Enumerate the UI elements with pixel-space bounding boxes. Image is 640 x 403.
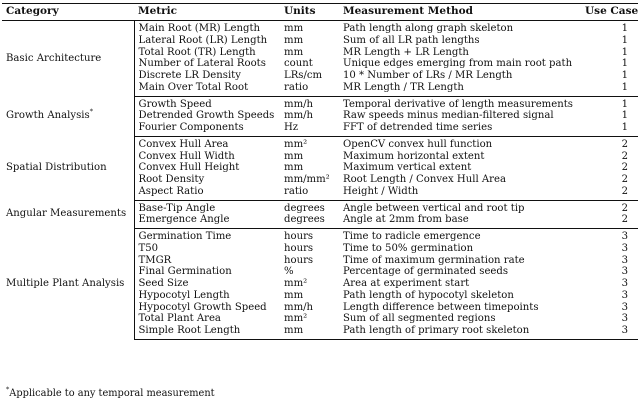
units-cell: mm² xyxy=(284,278,308,289)
use-case-cell: 3 xyxy=(621,313,628,325)
units-cell: mm xyxy=(284,34,304,46)
category-label: Spatial Distribution xyxy=(6,162,107,174)
footnote-marker: * xyxy=(89,107,93,116)
units-cell: mm xyxy=(284,162,304,174)
units-cell: count xyxy=(284,58,313,70)
metric-cell: Hypocotyl Growth Speed xyxy=(138,301,267,313)
table-row xyxy=(2,200,638,214)
metric-cell: Convex Hull Area xyxy=(138,138,229,150)
units-cell: ratio xyxy=(280,186,339,200)
method-cell: Maximum horizontal extent xyxy=(343,150,485,162)
table-body xyxy=(2,21,638,340)
header-category: Category xyxy=(2,4,134,21)
metric-cell: Detrended Growth Speeds xyxy=(138,110,275,122)
use-case-cell: 3 xyxy=(621,242,628,254)
method-cell: MR Length / TR Length xyxy=(339,82,581,96)
method-cell: Root Length / Convex Hull Area xyxy=(343,174,506,185)
units-cell: mm/h xyxy=(284,301,314,313)
use-case-cell: 2 xyxy=(621,174,628,185)
header-units: Units xyxy=(280,4,339,21)
footnote-marker: * xyxy=(6,385,10,394)
method-cell: Maximum vertical extent xyxy=(343,162,472,174)
metric-cell: T50 xyxy=(138,242,159,254)
units-cell: mm/h xyxy=(284,98,314,110)
method-cell: OpenCV convex hull function xyxy=(343,138,493,150)
use-case-cell: 3 xyxy=(621,301,628,313)
metric-cell: Hypocotyl Length xyxy=(138,289,230,301)
metric-cell: Germination Time xyxy=(138,231,232,242)
use-case-cell: 3 xyxy=(621,278,628,289)
metric-cell: Simple Root Length xyxy=(134,325,280,339)
units-cell: hours xyxy=(284,231,314,242)
method-cell: Time to radicle emergence xyxy=(343,231,481,242)
metric-cell: Growth Speed xyxy=(138,98,212,110)
metric-cell: Lateral Root (LR) Length xyxy=(138,34,268,46)
footnote-text: Applicable to any temporal measurement xyxy=(9,388,215,399)
header-use-case: Use Case xyxy=(581,4,638,21)
use-case-cell: 3 xyxy=(581,325,638,339)
category-label: Basic Architecture xyxy=(6,52,102,64)
units-cell: LRs/cm xyxy=(284,70,323,81)
metric-cell: Total Plant Area xyxy=(138,313,221,325)
method-cell: Angle at 2mm from base xyxy=(339,214,581,228)
method-cell: Temporal derivative of length measurements xyxy=(343,98,573,110)
metric-cell: Fourier Components xyxy=(134,122,280,136)
metric-cell: Convex Hull Width xyxy=(138,150,235,162)
use-case-cell: 2 xyxy=(581,214,638,228)
method-cell: Area at experiment start xyxy=(343,278,470,289)
category-cell xyxy=(2,96,134,136)
use-case-cell: 3 xyxy=(621,266,628,278)
category-cell xyxy=(2,229,134,340)
units-cell: mm xyxy=(284,289,304,301)
footnote xyxy=(6,385,215,400)
use-case-cell: 2 xyxy=(621,202,628,214)
use-case-cell: 1 xyxy=(621,98,628,110)
method-cell: Time of maximum germination rate xyxy=(343,254,525,266)
metric-cell: Total Root (TR) Length xyxy=(138,46,256,58)
metric-cell: Number of Lateral Roots xyxy=(138,58,266,70)
header-metric: Metric xyxy=(134,4,280,21)
metric-cell: Root Density xyxy=(138,174,205,185)
header-method: Measurement Method xyxy=(339,4,581,21)
units-cell: Hz xyxy=(280,122,339,136)
method-cell: FFT of detrended time series xyxy=(339,122,581,136)
table-row xyxy=(2,229,638,243)
method-cell: Sum of all LR path lengths xyxy=(343,34,480,46)
method-cell: Angle between vertical and root tip xyxy=(343,202,525,214)
method-cell: Height / Width xyxy=(339,186,581,200)
method-cell: Path length of primary root skeleton xyxy=(339,325,581,339)
units-cell: mm/h xyxy=(284,110,314,122)
use-case-cell: 3 xyxy=(621,254,628,266)
metrics-table xyxy=(2,3,638,340)
units-cell: mm² xyxy=(284,313,308,325)
units-cell: mm xyxy=(284,23,304,34)
use-case-cell: 3 xyxy=(621,289,628,301)
metric-cell: Discrete LR Density xyxy=(138,70,241,81)
units-cell: mm² xyxy=(284,138,308,150)
metric-cell: Seed Size xyxy=(138,278,189,289)
units-cell: ratio xyxy=(280,82,339,96)
method-cell: Path length along graph skeleton xyxy=(343,23,514,34)
use-case-cell: 1 xyxy=(621,23,628,34)
units-cell: mm/mm² xyxy=(284,174,330,185)
metric-cell: Convex Hull Height xyxy=(138,162,240,174)
category-label: Multiple Plant Analysis xyxy=(6,278,125,289)
metric-cell: TMGR xyxy=(138,254,172,266)
method-cell: Path length of hypocotyl skeleton xyxy=(343,289,514,301)
table-row xyxy=(2,96,638,110)
use-case-cell: 2 xyxy=(621,138,628,150)
category-label: Growth Analysis xyxy=(6,110,90,122)
table-row xyxy=(2,136,638,150)
units-cell: degrees xyxy=(284,202,325,214)
method-cell: MR Length + LR Length xyxy=(343,46,469,58)
units-cell: hours xyxy=(284,254,314,266)
units-cell: hours xyxy=(284,242,314,254)
units-cell: mm xyxy=(284,46,304,58)
method-cell: Unique edges emerging from main root path xyxy=(343,58,573,70)
metric-cell: Base-Tip Angle xyxy=(138,202,216,214)
use-case-cell: 1 xyxy=(621,110,628,122)
use-case-cell: 1 xyxy=(621,70,628,81)
category-label: Angular Measurements xyxy=(6,208,127,220)
use-case-cell: 1 xyxy=(621,58,628,70)
method-cell: Sum of all segmented regions xyxy=(343,313,496,325)
use-case-cell: 2 xyxy=(621,150,628,162)
method-cell: Percentage of germinated seeds xyxy=(343,266,509,278)
header-row xyxy=(2,4,638,21)
use-case-cell: 3 xyxy=(621,231,628,242)
use-case-cell: 1 xyxy=(621,34,628,46)
method-cell: Time to 50% germination xyxy=(343,242,474,254)
metric-cell: Emergence Angle xyxy=(134,214,280,228)
metric-cell: Final Germination xyxy=(138,266,232,278)
units-cell: degrees xyxy=(280,214,339,228)
units-cell: mm xyxy=(280,325,339,339)
category-cell xyxy=(2,21,134,97)
use-case-cell: 1 xyxy=(621,46,628,58)
method-cell: 10 * Number of LRs / MR Length xyxy=(343,70,513,81)
metric-cell: Main Root (MR) Length xyxy=(138,23,261,34)
category-cell xyxy=(2,200,134,229)
use-case-cell: 1 xyxy=(581,82,638,96)
use-case-cell: 1 xyxy=(581,122,638,136)
table-row xyxy=(2,21,638,35)
method-cell: Raw speeds minus median-filtered signal xyxy=(343,110,554,122)
metric-cell: Main Over Total Root xyxy=(134,82,280,96)
category-cell xyxy=(2,136,134,200)
use-case-cell: 2 xyxy=(581,186,638,200)
units-cell: % xyxy=(284,266,294,278)
method-cell: Length difference between timepoints xyxy=(343,301,539,313)
units-cell: mm xyxy=(284,150,304,162)
use-case-cell: 2 xyxy=(621,162,628,174)
metric-cell: Aspect Ratio xyxy=(134,186,280,200)
